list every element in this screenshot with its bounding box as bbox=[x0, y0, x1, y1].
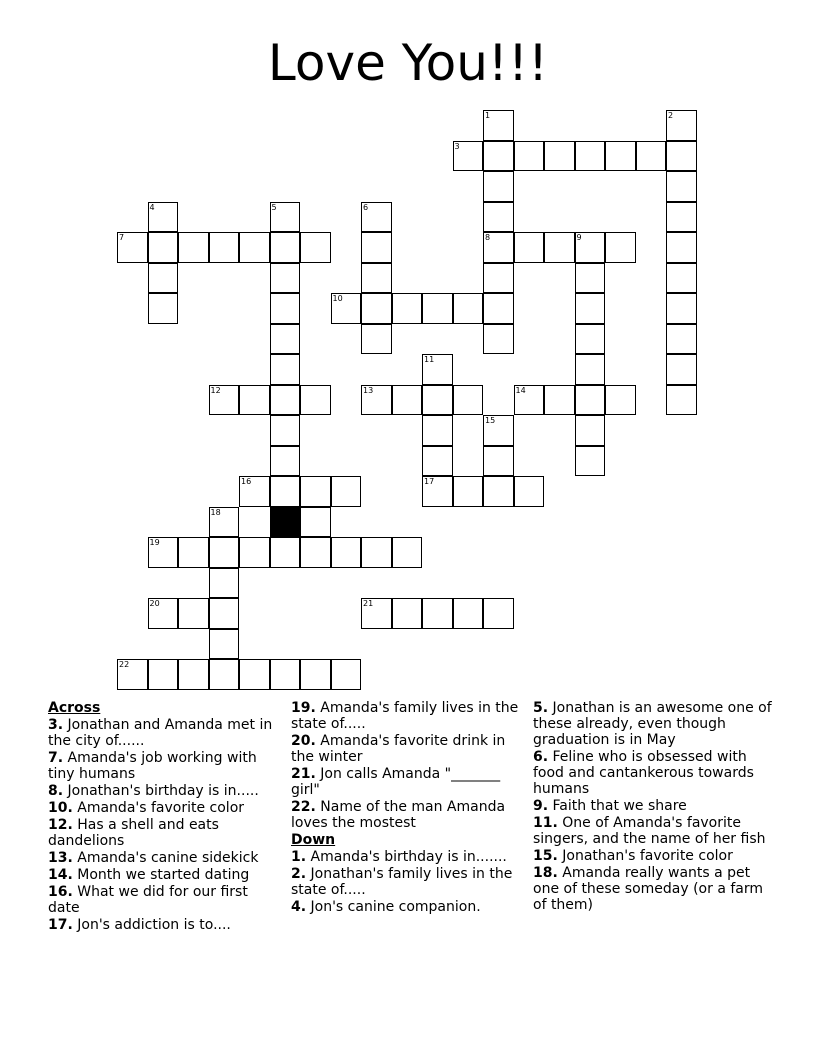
clue-item bbox=[291, 799, 521, 831]
clue-item bbox=[48, 884, 278, 916]
grid-cell[interactable] bbox=[666, 293, 697, 324]
clue-item-text: Has a shell and eats dandelions bbox=[48, 817, 219, 849]
grid-cell[interactable] bbox=[392, 385, 423, 416]
clue-item-number: 14. bbox=[48, 867, 73, 883]
clue-item-text: Feline who is obsessed with food and cantankerous towards humans bbox=[533, 749, 754, 797]
clue-item-text: Jonathan's favorite color bbox=[557, 848, 733, 864]
clue-number: 4 bbox=[149, 202, 155, 212]
clue-item-text: Amanda's job working with tiny humans bbox=[48, 750, 257, 782]
grid-cell[interactable] bbox=[605, 141, 636, 172]
clue-number: 7 bbox=[119, 233, 125, 242]
clue-number: 19 bbox=[149, 538, 160, 547]
grid-cell[interactable] bbox=[178, 598, 209, 629]
grid-cell[interactable] bbox=[209, 568, 240, 599]
grid-cell[interactable] bbox=[361, 324, 392, 355]
clue-number: 21 bbox=[363, 599, 374, 608]
grid-cell[interactable] bbox=[392, 293, 423, 324]
grid-cell[interactable] bbox=[209, 598, 240, 629]
grid-cell[interactable] bbox=[300, 232, 331, 263]
grid-cell[interactable] bbox=[300, 385, 331, 416]
clue-number: 20 bbox=[149, 599, 160, 608]
grid-cell[interactable] bbox=[361, 385, 392, 416]
clue-number: 14 bbox=[515, 385, 526, 395]
grid-cell[interactable] bbox=[361, 202, 392, 233]
grid-cell[interactable] bbox=[483, 263, 514, 294]
grid-cell[interactable] bbox=[270, 232, 301, 263]
clue-item-text: Jonathan and Amanda met in the city of...... bbox=[48, 717, 273, 749]
clue-item bbox=[291, 700, 521, 732]
grid-cell[interactable] bbox=[392, 537, 423, 568]
clue-item bbox=[533, 848, 773, 864]
grid-cell[interactable] bbox=[483, 232, 514, 263]
clue-item-number: 17. bbox=[48, 917, 73, 933]
grid-cell[interactable] bbox=[209, 537, 240, 568]
clue-number: 11 bbox=[424, 355, 435, 364]
clue-item-text: Month we started dating bbox=[72, 867, 250, 883]
grid-cell[interactable] bbox=[422, 354, 453, 385]
clue-number: 6 bbox=[363, 202, 369, 212]
grid-cell[interactable] bbox=[270, 659, 301, 690]
clue-item bbox=[48, 800, 278, 816]
grid-cell[interactable] bbox=[514, 476, 545, 507]
clue-item-number: 10. bbox=[48, 800, 73, 816]
grid-cell[interactable] bbox=[666, 232, 697, 263]
grid-cell[interactable] bbox=[483, 293, 514, 324]
clue-item bbox=[533, 815, 773, 847]
clue-item bbox=[48, 817, 278, 849]
grid-cell[interactable] bbox=[422, 598, 453, 629]
grid-cell[interactable] bbox=[148, 232, 179, 263]
clue-item-number: 11. bbox=[533, 815, 558, 831]
clue-number: 16 bbox=[241, 477, 252, 486]
clue-number: 8 bbox=[485, 233, 491, 242]
clue-item bbox=[291, 866, 521, 898]
grid-cell[interactable] bbox=[453, 141, 484, 172]
grid-cell[interactable] bbox=[239, 659, 270, 690]
grid-cell[interactable] bbox=[148, 598, 179, 629]
clue-item-number: 4. bbox=[291, 899, 307, 915]
grid-cell[interactable] bbox=[178, 537, 209, 568]
grid-cell[interactable] bbox=[605, 232, 636, 263]
clue-item bbox=[48, 717, 278, 749]
clue-item-text: One of Amanda's favorite singers, and the name of her fish bbox=[533, 815, 766, 847]
grid-cell[interactable] bbox=[209, 232, 240, 263]
grid-cell[interactable] bbox=[209, 659, 240, 690]
grid-cell[interactable] bbox=[270, 263, 301, 294]
grid-cell[interactable] bbox=[270, 354, 301, 385]
grid-cell[interactable] bbox=[361, 537, 392, 568]
clue-item bbox=[533, 700, 773, 748]
grid-cell[interactable] bbox=[544, 141, 575, 172]
grid-cell[interactable] bbox=[270, 537, 301, 568]
grid-cell[interactable] bbox=[148, 202, 179, 233]
clue-item-number: 13. bbox=[48, 850, 73, 866]
clue-item-number: 5. bbox=[533, 700, 549, 716]
clue-item-text: Amanda's birthday is in....... bbox=[306, 849, 507, 865]
clue-number: 2 bbox=[668, 111, 674, 120]
grid-cell[interactable] bbox=[483, 171, 514, 202]
grid-cell[interactable] bbox=[239, 537, 270, 568]
clue-item-text: Faith that we share bbox=[548, 798, 687, 814]
grid-cell[interactable] bbox=[666, 263, 697, 294]
grid-cell[interactable] bbox=[666, 354, 697, 385]
clue-number: 17 bbox=[424, 477, 435, 486]
clue-item-text: Jon's canine companion. bbox=[306, 899, 481, 915]
grid-cell[interactable] bbox=[300, 476, 331, 507]
grid-cell[interactable] bbox=[483, 598, 514, 629]
clue-item-number: 21. bbox=[291, 766, 316, 782]
grid-cell[interactable] bbox=[453, 598, 484, 629]
clue-item bbox=[48, 917, 278, 933]
grid-cell[interactable] bbox=[361, 263, 392, 294]
grid-cell[interactable] bbox=[361, 293, 392, 324]
grid-cell[interactable] bbox=[514, 141, 545, 172]
clue-number: 22 bbox=[119, 660, 130, 669]
clue-item bbox=[291, 849, 521, 865]
grid-cell[interactable] bbox=[483, 202, 514, 233]
grid-cell[interactable] bbox=[422, 293, 453, 324]
grid-cell[interactable] bbox=[361, 232, 392, 263]
grid-cell[interactable] bbox=[544, 385, 575, 416]
grid-cell[interactable] bbox=[239, 476, 270, 507]
clue-number: 18 bbox=[210, 507, 221, 517]
grid-cell[interactable] bbox=[575, 141, 606, 172]
grid-cell[interactable] bbox=[331, 293, 362, 324]
clue-number: 5 bbox=[271, 202, 277, 212]
grid-cell[interactable] bbox=[422, 415, 453, 446]
grid-cell[interactable] bbox=[422, 385, 453, 416]
clue-item bbox=[291, 766, 521, 798]
clue-item-number: 19. bbox=[291, 700, 316, 716]
clue-item-number: 16. bbox=[48, 884, 73, 900]
clue-item-number: 15. bbox=[533, 848, 558, 864]
clue-item-number: 1. bbox=[291, 849, 307, 865]
grid-cell[interactable] bbox=[575, 385, 606, 416]
black-square bbox=[270, 507, 301, 538]
clue-item-number: 3. bbox=[48, 717, 64, 733]
grid-cell[interactable] bbox=[331, 476, 362, 507]
grid-cell[interactable] bbox=[270, 476, 301, 507]
grid-cell[interactable] bbox=[575, 232, 606, 263]
grid-cell[interactable] bbox=[270, 415, 301, 446]
grid-cell[interactable] bbox=[209, 385, 240, 416]
clue-column-2 bbox=[291, 700, 521, 916]
grid-cell[interactable] bbox=[605, 385, 636, 416]
grid-cell[interactable] bbox=[361, 598, 392, 629]
clue-item-text: Amanda's canine sidekick bbox=[72, 850, 259, 866]
clue-item-number: 18. bbox=[533, 865, 558, 881]
grid-cell[interactable] bbox=[178, 232, 209, 263]
grid-cell[interactable] bbox=[453, 293, 484, 324]
clue-item bbox=[48, 783, 278, 799]
grid-cell[interactable] bbox=[514, 232, 545, 263]
across-heading: Across bbox=[48, 700, 101, 716]
grid-cell[interactable] bbox=[117, 659, 148, 690]
grid-cell[interactable] bbox=[483, 110, 514, 141]
grid-cell[interactable] bbox=[636, 141, 667, 172]
clue-item-text: Amanda's favorite drink in the winter bbox=[291, 733, 506, 765]
grid-cell[interactable] bbox=[575, 446, 606, 477]
grid-cell[interactable] bbox=[483, 446, 514, 477]
puzzle-title: Love You!!! bbox=[267, 34, 549, 92]
grid-cell[interactable] bbox=[666, 110, 697, 141]
grid-cell[interactable] bbox=[331, 537, 362, 568]
grid-cell[interactable] bbox=[270, 202, 301, 233]
clue-number: 12 bbox=[210, 385, 221, 395]
clue-item-number: 20. bbox=[291, 733, 316, 749]
clue-item-number: 12. bbox=[48, 817, 73, 833]
grid-cell[interactable] bbox=[148, 537, 179, 568]
down-heading: Down bbox=[291, 832, 336, 848]
grid-cell[interactable] bbox=[300, 507, 331, 538]
clue-item bbox=[48, 750, 278, 782]
grid-cell[interactable] bbox=[209, 629, 240, 660]
grid-cell[interactable] bbox=[666, 141, 697, 172]
grid-cell[interactable] bbox=[575, 415, 606, 446]
clue-item-text: Jon's addiction is to.... bbox=[72, 917, 231, 933]
grid-cell[interactable] bbox=[483, 476, 514, 507]
clue-item bbox=[48, 867, 278, 883]
clue-item-text: Jonathan's family lives in the state of..... bbox=[291, 866, 513, 898]
grid-cell[interactable] bbox=[270, 385, 301, 416]
clue-item bbox=[291, 899, 521, 915]
grid-cell[interactable] bbox=[148, 659, 179, 690]
grid-cell[interactable] bbox=[209, 507, 240, 538]
grid-cell[interactable] bbox=[575, 324, 606, 355]
clue-item-text: Jonathan is an awesome one of these already, even though graduation is in May bbox=[533, 700, 772, 748]
grid-cell[interactable] bbox=[666, 202, 697, 233]
grid-cell[interactable] bbox=[575, 293, 606, 324]
clue-item-text: Amanda's favorite color bbox=[72, 800, 245, 816]
grid-cell[interactable] bbox=[453, 476, 484, 507]
grid-cell[interactable] bbox=[666, 385, 697, 416]
clue-item-text: What we did for our first date bbox=[48, 884, 248, 916]
grid-cell[interactable] bbox=[453, 385, 484, 416]
clue-item-number: 7. bbox=[48, 750, 64, 766]
clue-item bbox=[533, 749, 773, 797]
clue-item-number: 8. bbox=[48, 783, 64, 799]
grid-cell[interactable] bbox=[514, 385, 545, 416]
grid-cell[interactable] bbox=[270, 446, 301, 477]
grid-cell[interactable] bbox=[422, 446, 453, 477]
clue-item-text: Name of the man Amanda loves the mostest bbox=[291, 799, 506, 831]
grid-cell[interactable] bbox=[392, 598, 423, 629]
grid-cell[interactable] bbox=[300, 659, 331, 690]
grid-cell[interactable] bbox=[178, 659, 209, 690]
clue-item-text: Amanda's family lives in the state of..... bbox=[291, 700, 519, 732]
clue-item-text: Jonathan's birthday is in..... bbox=[63, 783, 259, 799]
clue-number: 1 bbox=[485, 111, 491, 120]
grid-cell[interactable] bbox=[483, 415, 514, 446]
clue-item-text: Amanda really wants a pet one of these someday (or a farm of them) bbox=[533, 865, 764, 913]
clue-item bbox=[48, 850, 278, 866]
grid-cell[interactable] bbox=[544, 232, 575, 263]
grid-cell[interactable] bbox=[300, 537, 331, 568]
grid-cell[interactable] bbox=[239, 385, 270, 416]
clue-number: 13 bbox=[363, 385, 374, 395]
grid-cell[interactable] bbox=[148, 293, 179, 324]
grid-cell[interactable] bbox=[270, 324, 301, 355]
grid-cell[interactable] bbox=[666, 324, 697, 355]
grid-cell[interactable] bbox=[117, 232, 148, 263]
clue-number: 3 bbox=[454, 141, 460, 151]
clue-item-number: 9. bbox=[533, 798, 549, 814]
grid-cell[interactable] bbox=[148, 263, 179, 294]
grid-cell[interactable] bbox=[483, 141, 514, 172]
clue-item-text: Jon calls Amanda "_______ girl" bbox=[291, 766, 501, 798]
grid-cell[interactable] bbox=[666, 171, 697, 202]
grid-cell[interactable] bbox=[239, 232, 270, 263]
clue-number: 9 bbox=[576, 233, 582, 242]
grid-cell[interactable] bbox=[270, 293, 301, 324]
grid-cell[interactable] bbox=[483, 324, 514, 355]
grid-cell[interactable] bbox=[575, 354, 606, 385]
clue-number: 15 bbox=[485, 416, 496, 425]
clue-item bbox=[533, 865, 773, 913]
clue-number: 10 bbox=[332, 294, 343, 303]
clue-column-1 bbox=[48, 700, 278, 934]
clue-item-number: 6. bbox=[533, 749, 549, 765]
clue-item-number: 22. bbox=[291, 799, 316, 815]
grid-cell[interactable] bbox=[575, 263, 606, 294]
clue-column-3 bbox=[533, 700, 773, 914]
grid-cell[interactable] bbox=[331, 659, 362, 690]
clue-item bbox=[291, 733, 521, 765]
clue-item-number: 2. bbox=[291, 866, 307, 882]
clue-item bbox=[533, 798, 773, 814]
grid-cell[interactable] bbox=[422, 476, 453, 507]
